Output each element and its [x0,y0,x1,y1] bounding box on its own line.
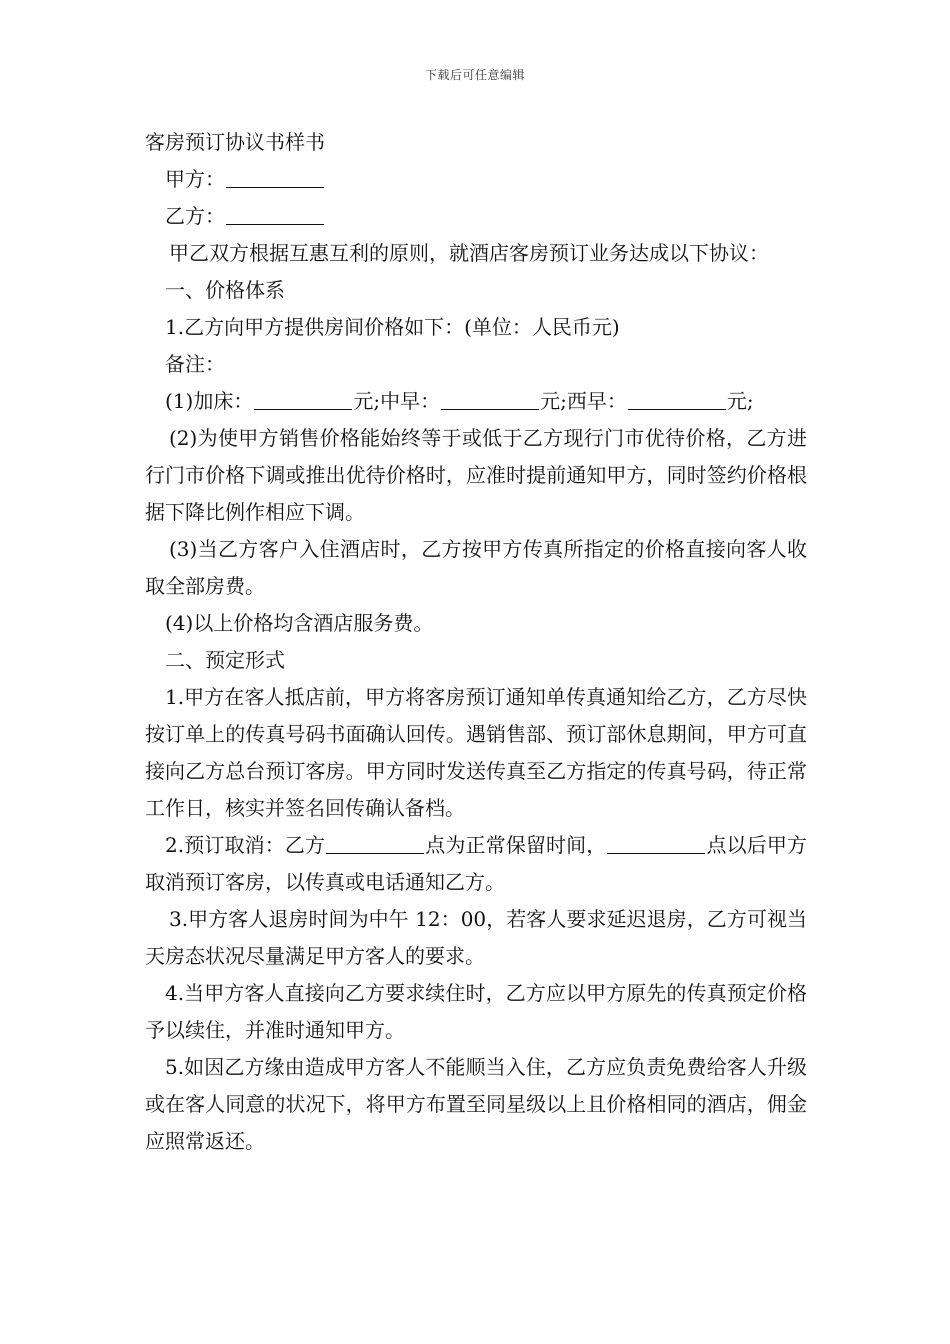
section1-note2: (2)为使甲方销售价格能始终等于或低于乙方现行门市优待价格，乙方进行门市价格下调或推出优待价格时，应准时提前通知甲方，同时签约价格根据下降比例作相应下调。 [145,426,807,524]
section1-item1: 1.乙方向甲方提供房间价格如下：(单位：人民币元) [165,315,620,339]
extra-bed-blank [254,389,352,410]
section2-item3: 3.甲方客人退房时间为中午 12：00，若客人要求延迟退房，乙方可视当天房态状况尽量满足甲方客人的要求。 [145,907,807,968]
document-title: 客房预订协议书样书 [145,130,325,154]
cancel-text-a: 2.预订取消：乙方 [165,833,326,857]
party-a-blank [226,167,324,188]
section1-note3: (3)当乙方客户入住酒店时，乙方按甲方传真所指定的价格直接向客人收取全部房费。 [145,537,807,598]
section2-item2 [145,827,807,901]
section2-item1: 1.甲方在客人抵店前，甲方将客房预订通知单传真通知给乙方，乙方尽快按订单上的传真号码书面确认回传。遇销售部、预订部休息期间，甲方可直接向乙方总台预订客房。甲方同时发送传真至乙方指定的传真号码，待正常工作日，核实并签名回传确认备档。 [145,685,807,820]
section1-fees-line [145,383,807,420]
section2-item4: 4.当甲方客人直接向乙方要求续住时，乙方应以甲方原先的传真预定价格予以续住，并准时通知甲方。 [145,981,807,1042]
section2-item5: 5.如因乙方缘由造成甲方客人不能顺当入住，乙方应负责免费给客人升级或在客人同意的状况下，将甲方布置至同星级以上且价格相同的酒店，佣金应照常返还。 [145,1055,807,1153]
party-b-line [145,198,807,235]
fee-unit-3: 元; [726,389,754,413]
party-a-line [145,161,807,198]
intro-paragraph: 甲乙双方根据互惠互利的原则，就酒店客房预订业务达成以下协议： [169,241,769,265]
document-body [145,124,807,1160]
party-b-label: 乙方： [165,204,225,228]
hold-time-blank [326,833,424,854]
extra-bed-label: (1)加床： [165,389,254,413]
page-header: 下载后可任意编辑 [424,68,525,82]
party-b-blank [226,204,324,225]
cancel-text-c: 点以后甲方取消预订客房，以传真或电话通知乙方。 [145,833,807,894]
cancel-time-blank [607,833,705,854]
fee-unit-1: 元;中早： [353,389,441,413]
chinese-breakfast-blank [441,389,539,410]
fee-unit-2: 元;西早： [540,389,627,413]
party-a-label: 甲方： [165,167,225,191]
section2-heading: 二、预定形式 [165,648,285,672]
cancel-text-b: 点为正常保留时间， [425,833,607,857]
section1-remark-label: 备注： [165,352,225,376]
section1-note4: (4)以上价格均含酒店服务费。 [165,611,434,635]
section1-heading: 一、价格体系 [165,278,285,302]
western-breakfast-blank [628,389,726,410]
